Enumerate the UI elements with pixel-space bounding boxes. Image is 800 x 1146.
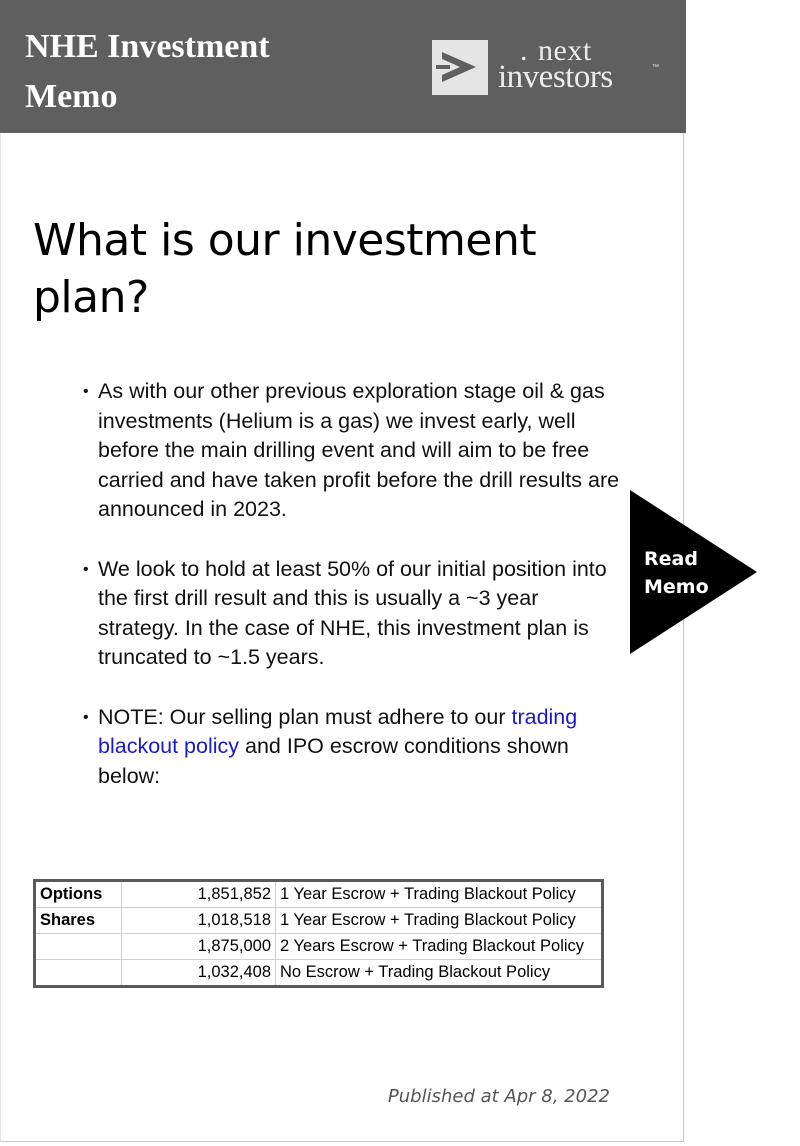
memo-title: NHE Investment Memo bbox=[25, 28, 270, 115]
logo-trademark: ™ bbox=[652, 64, 659, 71]
read-memo-label-line2: Memo bbox=[644, 576, 709, 598]
bullet-text-after: and IPO escrow conditions shown below: bbox=[98, 734, 569, 788]
next-investors-logo[interactable] bbox=[432, 34, 662, 98]
escrow-table bbox=[33, 879, 604, 988]
read-memo-label-line1: Read bbox=[644, 548, 698, 570]
bullet-item bbox=[80, 703, 620, 792]
row-condition: 2 Years Escrow + Trading Blackout Policy bbox=[276, 934, 603, 960]
row-label bbox=[35, 934, 122, 960]
row-quantity: 1,032,408 bbox=[122, 960, 276, 987]
logo-line-next: next bbox=[538, 34, 592, 67]
row-label: Shares bbox=[35, 908, 122, 934]
row-condition: No Escrow + Trading Blackout Policy bbox=[276, 960, 603, 987]
bullet-dot-icon: • bbox=[83, 708, 89, 726]
row-quantity: 1,851,852 bbox=[122, 881, 276, 908]
logo-wordmark: . next investors bbox=[498, 34, 613, 95]
bullet-item bbox=[80, 377, 620, 525]
plan-bullet-list bbox=[80, 377, 620, 821]
row-condition: 1 Year Escrow + Trading Blackout Policy bbox=[276, 881, 603, 908]
bullet-text: As with our other previous exploration stage oil & gas investments (Helium is a gas) we invest early, well before the main drilling event and will aim to be free carried and have taken profit before the drill results are announced in 2023. bbox=[98, 379, 620, 522]
arrow-play-icon bbox=[432, 40, 488, 95]
table-row bbox=[35, 881, 603, 908]
logo-line-investors: investors bbox=[498, 59, 613, 95]
bullet-text-before: NOTE: Our selling plan must adhere to our bbox=[98, 704, 506, 729]
row-label: Options bbox=[35, 881, 122, 908]
bullet-dot-icon: • bbox=[83, 560, 89, 578]
row-label bbox=[35, 960, 122, 987]
row-quantity: 1,018,518 bbox=[122, 908, 276, 934]
page-title: What is our investment plan? bbox=[33, 215, 537, 323]
bullet-dot-icon: • bbox=[83, 383, 89, 400]
table-row bbox=[35, 960, 603, 987]
bullet-item bbox=[80, 555, 620, 673]
trading-blackout-policy-link[interactable]: trading blackout policy bbox=[98, 704, 578, 759]
published-date: Published at Apr 8, 2022 bbox=[387, 1086, 610, 1107]
row-condition: 1 Year Escrow + Trading Blackout Policy bbox=[276, 908, 603, 934]
read-memo-label bbox=[644, 545, 724, 601]
table-row bbox=[35, 934, 603, 960]
memo-header bbox=[0, 0, 686, 133]
bullet-text: We look to hold at least 50% of our initial position into the first drill result and this is usually a ~3 year strategy. In the case of NHE, this investment plan is truncated to ~1.5 years. bbox=[98, 556, 607, 670]
row-quantity: 1,875,000 bbox=[122, 934, 276, 960]
table-row bbox=[35, 908, 603, 934]
read-memo-button[interactable] bbox=[630, 490, 758, 654]
